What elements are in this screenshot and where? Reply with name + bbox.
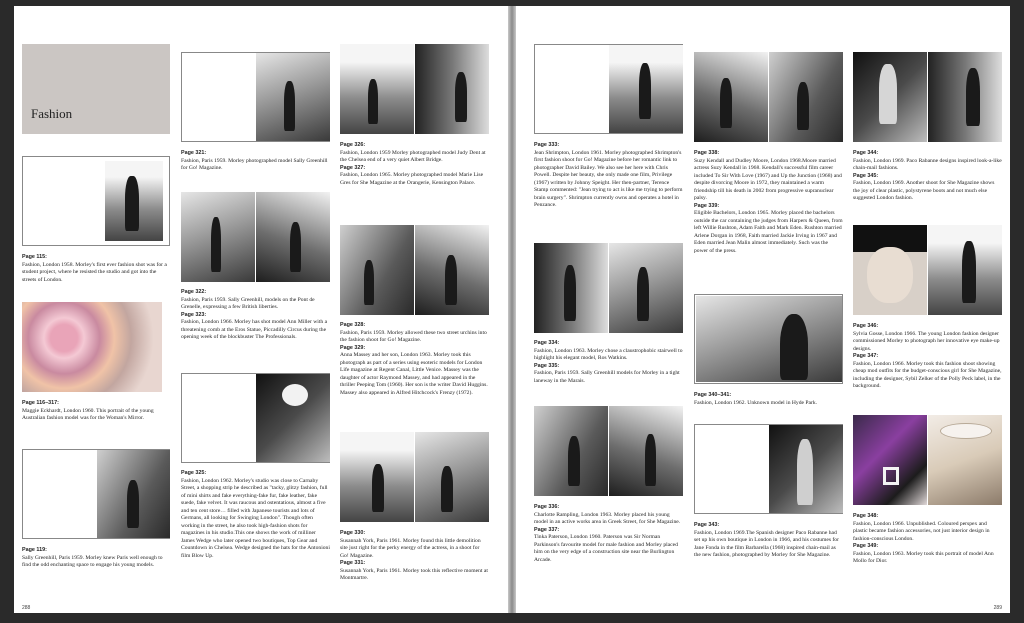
photo-p331 [415, 432, 489, 522]
caption-text: Anna Massey and her son, London 1963. Morley took this photograph as part of a series using esoteric models for London Life magazine at Regent Canal, Little Venice. Massey was the daughter of actor Raymond Massey, and had appeared in the thriller Peeping Tom (1960). Her son is the writer David Huggins. Massey also appeared in Alfred Hitchcock's Frenzy (1972). [340, 352, 488, 396]
caption-p321 [181, 150, 330, 173]
photo-p329 [415, 225, 489, 315]
thumbnail-p321 [181, 52, 330, 142]
caption-text: Fashion, London 1966. Morley took this fashion shoot showing cheap mod outfits for the budget-conscious girl for She Magazine, including the designer, Sybil Zelker of the Polly Peck label, in the background. [853, 360, 1002, 389]
photo-p337 [609, 406, 683, 496]
photo-p347 [928, 225, 1002, 315]
caption-text: Fashion, London 1969. Paco Rabanne designs inspired look-a-like chain-mail fashions. [853, 157, 1002, 171]
left-page [14, 6, 508, 613]
caption-text: Jean Shrimpton, London 1961. Morley photographed Shrimpton's first fashion shoot for Go! Magazine before her romantic link to photographer David Bailey. We also see her here with Chris Powell. Despite her beauty, she only made one film, Privilege (1967) written by Johnny Speight. Her then-partner, Terence Stamp commented: "Jean trying to act is like me trying to perform brain surgery". Shrimpton currently owns and operates a hotel in Penzance. [534, 149, 683, 208]
caption-ref: Page 321: [181, 150, 207, 156]
caption-ref: Page 329: [340, 344, 366, 351]
caption-ref: Page 326: [340, 142, 366, 148]
caption-p343 [694, 522, 843, 560]
photo-p322 [181, 192, 255, 282]
caption-ref: Page 343: [694, 522, 720, 528]
caption-p344-345 [853, 150, 1002, 203]
caption-ref: Page 348: [853, 513, 879, 519]
photo-p344 [853, 52, 927, 142]
caption-ref: Page 330: [340, 530, 366, 536]
caption-text: Fashion, London 1966. Unpublished. Coloured perspex and plastic became fashion accessories, not just interior design in fashion-conscious London. [853, 520, 990, 542]
caption-p346-347 [853, 323, 1002, 391]
caption-ref: Page 116–317: [22, 400, 59, 406]
caption-ref: Page 349: [853, 543, 879, 549]
caption-p116 [22, 400, 170, 423]
caption-text: Fashion, Paris 1959. Sally Greenhill models for Morley in a tight laneway in the Marais. [534, 370, 680, 384]
photo-p340 [696, 296, 842, 382]
caption-text: Susannah York, Paris 1961. Morley took this reflective moment at Montmartre. [340, 567, 488, 581]
caption-text: Fashion, London 1962. Morley's studio was close to Carnaby Street, a shopping strip he described as "tacky, glitzy fashion, full of mini shirts and fake everything-fake fur, fake leather, fake suede, fake velvet. It was raucous and ostentatious, almost a five and ten cent store… filled with Japanese tourists and lots of Germans, all looking for Swinging London". Though often working in the street, he also took high-fashion shots for magazines in his studio.This one shows the work of milliner James Wedge who later opened two boutiques, Top Gear and Countdown in Chelsea. Wedge designed the hats for the Antonioni film Blow Up. [181, 477, 330, 559]
caption-p333 [534, 142, 683, 210]
photo-p330 [340, 432, 414, 522]
caption-text: Fashion, London 1963. Morley chose a claustrophobic stairwell to highlight his elegant model, Ros Watkins. [534, 347, 683, 361]
caption-ref: Page 344: [853, 150, 879, 156]
photo-p338 [694, 52, 768, 142]
caption-text: Fashion, Paris 1959. Morley photographed model Sally Greenhill for Go! Magazine. [181, 157, 328, 171]
caption-text: Susannah York, Paris 1961. Morley found this little demolition site just right for the perky energy of the actress, in a shoot for Go! Magazine. [340, 537, 481, 559]
caption-ref: Page 336: [534, 504, 560, 510]
caption-ref: Page 335: [534, 362, 560, 369]
caption-text: Suzy Kendall and Dudley Moore, London 1968.Moore married actress Suzy Kendall in 1968. Kendall's successful film career included To Sir With Love (1967) and Up the Junction (1968) and despite divorcing Moore in 1972, they maintained a warm friendship till his death in 2002 from progressive supranuclear palsy. [694, 157, 842, 201]
caption-text: Fashion, London 1962. Unknown model in Hyde Park. [694, 399, 818, 406]
caption-ref: Page 345: [853, 172, 879, 179]
caption-text: Fashion, London 1969.The Spanish designer Paco Rabanne had set up his own boutique in London in 1966, and his costumes for Jane Fonda in the film Barbarella (1968) inspired chain-mail as the new fashion, photographed by Morley for She Magazine. [694, 529, 839, 558]
caption-p340 [694, 392, 843, 407]
thumbnail-p343 [694, 424, 843, 514]
caption-text: Sylvia Gosse, London 1966. The young London fashion designer commissioned Morley to photograph her innovative eye make-up designs. [853, 330, 1000, 352]
photo-p328 [340, 225, 414, 315]
thumbnail-p333 [534, 44, 683, 134]
section-title: Fashion [31, 106, 73, 121]
photo-p336 [534, 406, 608, 496]
caption-ref: Page 338: [694, 150, 720, 156]
caption-ref: Page 119: [22, 547, 47, 553]
photo-p346 [853, 225, 927, 315]
caption-ref: Page 337: [534, 526, 560, 533]
caption-p326-327 [340, 142, 489, 187]
folio-left: 288 [22, 605, 31, 611]
caption-text: Fashion, London 1969. Another shoot for She Magazine shows the joy of clear plastic, polystyrene boots and not much else suggested London fashion. [853, 180, 995, 201]
caption-text: Fashion, Paris 1959. Morley allowed these two street urchins into the fashion shoot for Go! Magazine. [340, 329, 487, 343]
section-title-box [22, 44, 170, 134]
caption-p336-337 [534, 504, 683, 564]
photo-p115 [105, 161, 163, 241]
caption-text: Fashion, Paris 1959. Sally Greenhill, models on the Pont de Grenelle, expressing a few British liberties. [181, 296, 315, 310]
photo-p323 [256, 192, 330, 282]
caption-ref: Page 115: [22, 254, 47, 260]
photo-p325 [256, 374, 330, 462]
caption-text: Sally Greenhill, Paris 1959. Morley knew Paris well enough to find the odd enchanting space to engage his young models. [22, 554, 163, 568]
photo-p116 [22, 302, 162, 392]
caption-ref: Page 334: [534, 340, 560, 346]
caption-text: Fashion, London 1963. Morley took this portrait of model Ann Mollo for Dior. [853, 550, 994, 564]
photo-p326 [340, 44, 414, 134]
caption-ref: Page 346: [853, 323, 879, 329]
caption-ref: Page 340–341: [694, 392, 732, 398]
folio-right: 289 [993, 605, 1002, 611]
photo-p345 [928, 52, 1002, 142]
photo-p343 [769, 425, 843, 513]
caption-ref: Page 323: [181, 311, 207, 318]
caption-ref: Page 327: [340, 164, 366, 171]
caption-ref: Page 328: [340, 322, 366, 328]
photo-p334 [534, 243, 608, 333]
photo-p339 [769, 52, 843, 142]
photo-p119 [97, 450, 170, 538]
caption-p322-323 [181, 289, 330, 342]
caption-text: Fashion, London 1959 Morley photographed model Judy Dent at the Chelsea end of a very quiet Albert Bridge. [340, 149, 486, 163]
book-spine [508, 6, 516, 613]
caption-text: Fashion, London 1966. Morley has shot model Ann Miller with a threatening comb at the Eros Statue, Piccadilly Circus during the opening week of the blockbuster The Professionals. [181, 319, 328, 340]
caption-p348-349 [853, 513, 1002, 566]
caption-p334-335 [534, 340, 683, 385]
caption-p338-339 [694, 150, 843, 255]
caption-text: Tinka Paterson, London 1960. Paterson was Sir Norman Parkinson's favourite model for male fashion and Morley placed him on the very edge of a construction site near the Burlington Arcade. [534, 534, 678, 563]
caption-ref: Page 322: [181, 289, 207, 295]
caption-ref: Page 347: [853, 353, 879, 359]
caption-text: Eligible Bachelors, London 1965. Morley placed the bachelors outside the car containing the judges from Harpers & Queen, from left Willie Rushton, Adam Faith and Mark Eden. Rushton married Arlene Dorgan in 1968, Faith married Jackie Irving in 1967 and Eden married Jean Malin almost immediately. Such was the power of the press. [694, 210, 843, 254]
caption-ref: Page 333: [534, 142, 560, 148]
photo-p348 [853, 415, 927, 505]
caption-ref: Page 325: [181, 470, 207, 476]
photo-p333 [609, 45, 683, 133]
photo-p321 [256, 53, 330, 141]
caption-text: Maggie Eckhardt, London 1960. This portrait of the young Australian fashion model was for the Woman's Mirror. [22, 407, 154, 421]
caption-text: Charlotte Rampling, London 1963. Morley placed his young model in an active works area in Greek Street, for She Magazine. [534, 511, 681, 525]
caption-p325 [181, 470, 330, 560]
caption-text: Fashion, London 1958. Morley's first ever fashion shot was for a student project, where he resisted the studio and got into the streets of London. [22, 261, 167, 283]
caption-text: Fashion, London 1965. Morley photographed model Marie Lise Gres for She Magazine at the Orangerie, Kensington Palace. [340, 172, 484, 186]
caption-ref: Page 339: [694, 202, 720, 209]
caption-p330-331 [340, 530, 489, 583]
photo-p335 [609, 243, 683, 333]
caption-ref: Page 331: [340, 560, 366, 566]
thumbnail-p115 [22, 156, 170, 246]
caption-p115 [22, 254, 170, 284]
right-page [516, 6, 1010, 613]
thumbnail-p325 [181, 373, 330, 463]
photo-p349 [928, 415, 1002, 505]
caption-p119 [22, 547, 170, 570]
photo-p327 [415, 44, 489, 134]
thumbnail-p340 [694, 294, 843, 384]
caption-p328-329 [340, 322, 489, 397]
thumbnail-p119 [22, 449, 170, 539]
